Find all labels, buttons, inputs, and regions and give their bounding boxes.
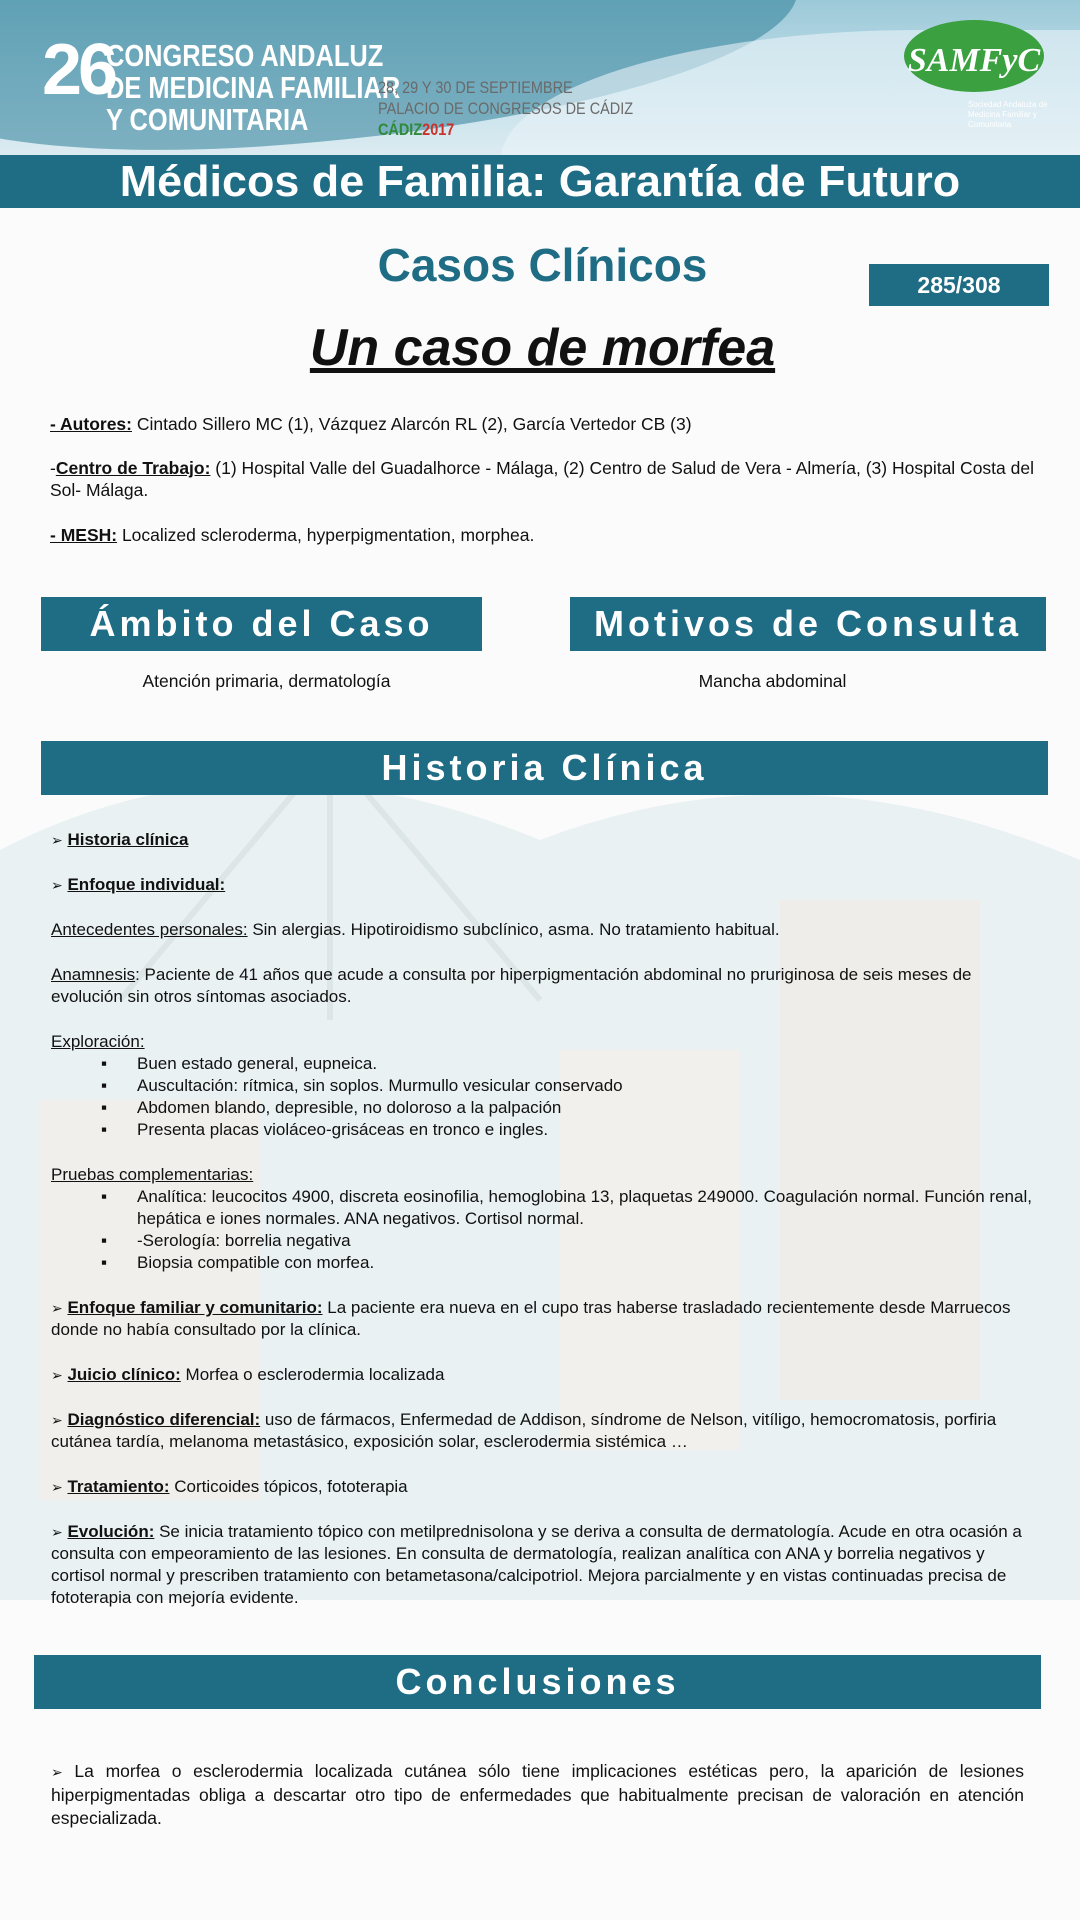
arrow-bullet-icon: ➢: [51, 1524, 63, 1540]
antecedentes-label: Antecedentes personales:: [51, 920, 248, 939]
mesh-label: - MESH:: [50, 525, 118, 545]
congress-dates: 28, 29 Y 30 DE SEPTIEMBRE: [378, 78, 573, 97]
congress-number: 26: [42, 30, 115, 110]
enfoque-familiar-paragraph: [51, 1297, 1041, 1341]
motivos-text: Mancha abdominal: [698, 671, 847, 691]
congress-name-line: Y COMUNITARIA: [106, 102, 309, 137]
workplace-label: Centro de Trabajo:: [55, 458, 211, 478]
enfoque-individual-label: Enfoque individual:: [67, 875, 226, 894]
pruebas-label: Pruebas complementarias:: [51, 1165, 254, 1184]
tratamiento-text: Corticoides tópicos, fototerapia: [169, 1477, 408, 1496]
diagnostico-diferencial-text: uso de fármacos, Enfermedad de Addison, síndrome de Nelson, vitíligo, hemocromatosis, porfiria cutánea tardía, melanoma metastásico, exposición solar, esclerodermia sistémica …: [51, 1410, 997, 1451]
ambito-heading: Ámbito del Caso: [41, 597, 482, 651]
congress-info: [378, 77, 633, 140]
congress-city: CÁDIZ: [378, 120, 423, 139]
diagnostico-diferencial-label: Diagnóstico diferencial:: [67, 1410, 261, 1429]
arrow-bullet-icon: ➢: [51, 877, 63, 893]
arrow-bullet-icon: ➢: [51, 832, 63, 848]
ambito-text: Atención primaria, dermatología: [142, 671, 391, 691]
workplace-value: (1) Hospital Valle del Guadalhorce - Málaga, (2) Centro de Salud de Vera - Almería, (3) Hospital Costa del Sol- Málaga.: [50, 458, 1034, 500]
authors-label: - Autores:: [50, 414, 132, 434]
congress-name: [106, 40, 400, 136]
conclusiones-paragraph: [51, 1760, 1024, 1830]
anamnesis-label: Anamnesis: [51, 965, 136, 984]
motivos-heading: Motivos de Consulta: [570, 597, 1046, 651]
list-item: ▪ Auscultación: rítmica, sin soplos. Murmullo vesicular conservado: [137, 1075, 1041, 1097]
arrow-bullet-icon: ➢: [51, 1367, 63, 1383]
enfoque-familiar-label: Enfoque familiar y comunitario:: [67, 1298, 323, 1317]
arrow-bullet-icon: ➢: [51, 1300, 63, 1316]
case-number-badge: 285/308: [869, 264, 1049, 306]
pruebas-list: [51, 1186, 1041, 1274]
workplace-line: [50, 457, 1040, 501]
authors-line: [50, 413, 1040, 435]
list-item: ▪ Buen estado general, eupneica.: [137, 1053, 1041, 1075]
historia-body: [51, 829, 1041, 1632]
congress-year: 2017: [422, 120, 455, 139]
historia-clinica-label: Historia clínica: [67, 830, 189, 849]
mesh-value: Localized scleroderma, hyperpigmentation, morphea.: [117, 525, 535, 545]
antecedentes-paragraph: [51, 919, 1041, 941]
exploracion-label: Exploración:: [51, 1032, 145, 1051]
anamnesis-text: : Paciente de 41 años que acude a consulta por hiperpigmentación abdominal no pruriginosa de seis meses de evolución sin otros síntomas asociados.: [51, 965, 972, 1006]
congress-venue: PALACIO DE CONGRESOS DE CÁDIZ: [378, 99, 634, 118]
samfyc-logo-text: SAMFyC: [907, 42, 1041, 79]
historia-clinica-item: [51, 829, 1041, 851]
workplace-prefix: -: [50, 458, 56, 478]
juicio-clinico-paragraph: [51, 1364, 1041, 1386]
arrow-bullet-icon: ➢: [51, 1479, 63, 1495]
section-type-heading: Casos Clínicos: [377, 239, 708, 291]
samfyc-logo-subtitle: Sociedad Andaluza de Medicina Familiar y Comunitaria: [968, 100, 1048, 129]
antecedentes-text: Sin alergias. Hipotiroidismo subclínico, asma. No tratamiento habitual.: [247, 920, 780, 939]
authors-value: Cintado Sillero MC (1), Vázquez Alarcón RL (2), García Vertedor CB (3): [132, 414, 692, 434]
juicio-clinico-text: Morfea o esclerodermia localizada: [180, 1365, 445, 1384]
evolucion-text: Se inicia tratamiento tópico con metilprednisolona y se deriva a consulta de dermatología. Acude en otra ocasión a consulta con empeoramiento de las lesiones. En consulta de dermatología, realizan analítica con ANA y borrelia negativos y cortisol normal y prescriben tratamiento con betametasona/calcipotriol. Mejora parcialmente y en vistas continuadas precisa de fototerapia con mejoría evidente.: [51, 1522, 1022, 1607]
arrow-bullet-icon: ➢: [51, 1764, 63, 1780]
diagnostico-diferencial-paragraph: [51, 1409, 1041, 1453]
arrow-bullet-icon: ➢: [51, 1412, 63, 1428]
tratamiento-paragraph: [51, 1476, 1041, 1498]
list-item: ▪ Analítica: leucocitos 4900, discreta eosinofilia, hemoglobina 13, plaquetas 249000. Coagulación normal. Función renal, hepática e iones normales. ANA negativos. Cortisol normal.: [137, 1186, 1041, 1230]
juicio-clinico-label: Juicio clínico:: [67, 1365, 181, 1384]
exploracion-list: [51, 1053, 1041, 1141]
conclusiones-heading: Conclusiones: [34, 1655, 1041, 1709]
list-item: ▪ Biopsia compatible con morfea.: [137, 1252, 1041, 1274]
banner-title-text: Médicos de Familia: Garantía de Futuro: [119, 157, 961, 206]
list-item: ▪ Presenta placas violáceo-grisáceas en tronco e ingles.: [137, 1119, 1041, 1141]
case-title: Un caso de morfea: [309, 319, 776, 377]
evolucion-paragraph: [51, 1521, 1041, 1609]
enfoque-familiar-text: La paciente era nueva en el cupo tras haberse trasladado recientemente desde Marruecos donde no había consultado por la clínica.: [51, 1298, 1011, 1339]
congress-name-line: CONGRESO ANDALUZ: [106, 38, 384, 73]
mesh-line: [50, 524, 1040, 546]
conclusiones-text: La morfea o esclerodermia localizada cutánea sólo tiene implicaciones estéticas pero, la aparición de lesiones hiperpigmentadas obliga a descartar otro tipo de enfermedades que habitualmente precisan de valoración en atención especializada.: [51, 1761, 1024, 1828]
historia-heading: Historia Clínica: [41, 741, 1048, 795]
list-item: ▪ Abdomen blando, depresible, no doloroso a la palpación: [137, 1097, 1041, 1119]
anamnesis-paragraph: [51, 964, 1041, 1008]
list-item: ▪ -Serología: borrelia negativa: [137, 1230, 1041, 1252]
banner-title: [0, 155, 1080, 208]
enfoque-individual-item: [51, 874, 1041, 896]
congress-name-line: DE MEDICINA FAMILIAR: [106, 70, 401, 105]
tratamiento-label: Tratamiento:: [67, 1477, 170, 1496]
evolucion-label: Evolución:: [67, 1522, 155, 1541]
